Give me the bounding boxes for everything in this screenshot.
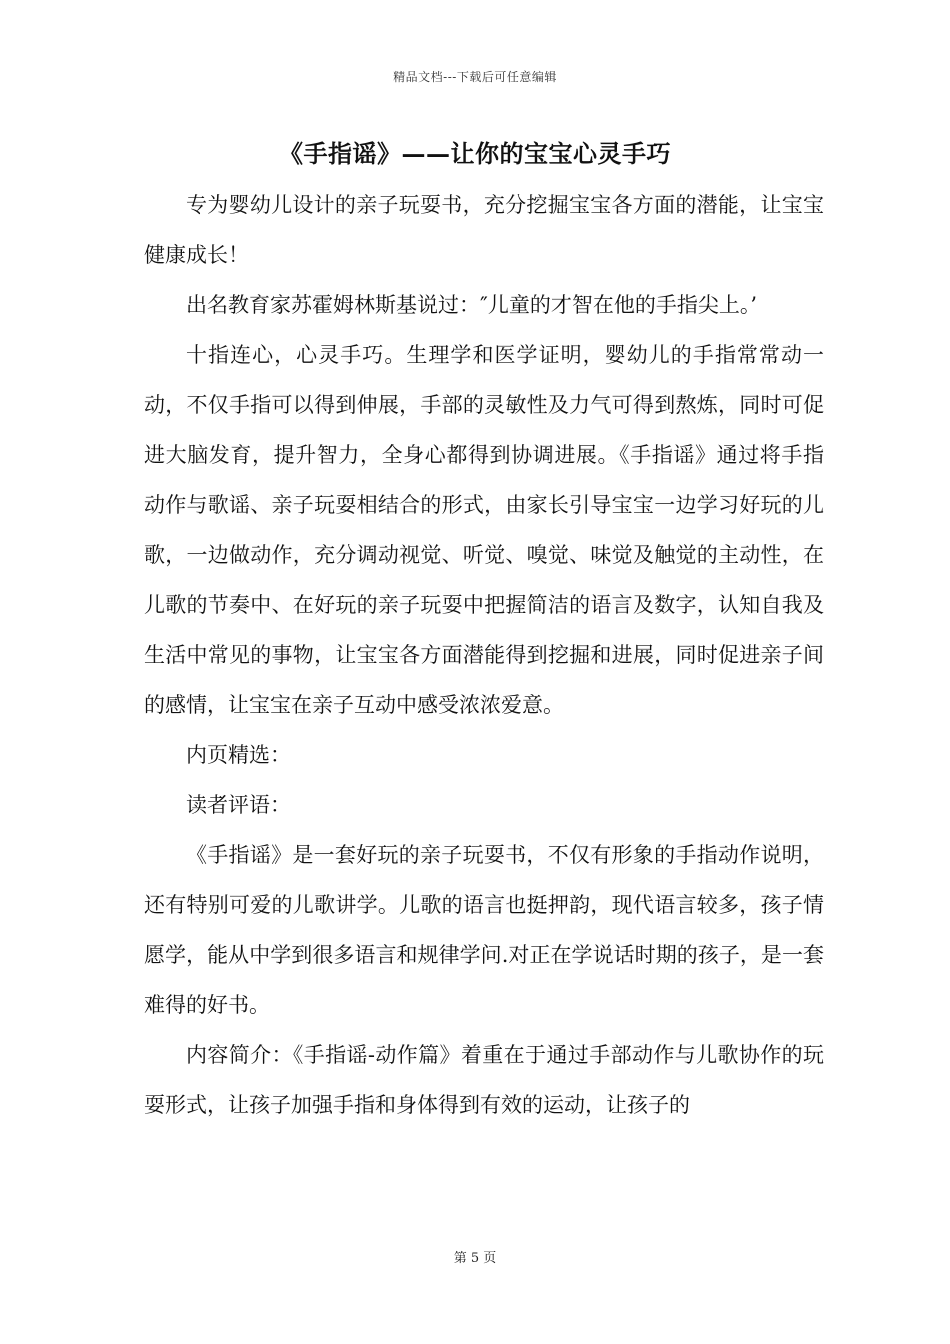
paragraph-description: 十指连心，心灵手巧。生理学和医学证明，婴幼儿的手指常常动一动，不仅手指可以得到伸展，手部的灵敏性及力气可得到熬炼，同时可促进大脑发育，提升智力，全身心都得到协调进展。《手指谣》通过将手指动作与歌谣、亲子玩耍相结合的形式，由家长引导宝宝一边学习好玩的儿歌，一边做动作，充分调动视觉、听觉、嗅觉、味觉及触觉的主动性，在儿歌的节奏中、在好玩的亲子玩耍中把握简洁的语言及数字，认知自我及生活中常见的事物，让宝宝各方面潜能得到挖掘和进展，同时促进亲子间的感情，让宝宝在亲子互动中感受浓浓爱意。 xyxy=(144,343,824,717)
document-title: 《手指谣》——让你的宝宝心灵手巧 xyxy=(279,139,671,168)
page-number: 第 5 页 xyxy=(453,1251,497,1266)
document-body xyxy=(144,180,824,1130)
page-header: 精品文档---下载后可任意编辑 xyxy=(393,70,557,84)
paragraph-reader-review: 《手指谣》是一套好玩的亲子玩耍书，不仅有形象的手指动作说明，还有特别可爱的儿歌讲学。儿歌的语言也挺押韵，现代语言较多，孩子情愿学，能从中学到很多语言和规律学问.对正在学说话时期的孩子，是一套难得的好书。 xyxy=(144,843,824,1017)
paragraph-content-summary: 内容简介：《手指谣-动作篇》着重在于通过手部动作与儿歌协作的玩耍形式，让孩子加强手指和身体得到有效的运动，让孩子的 xyxy=(144,1043,824,1117)
paragraph-quote: 出名教育家苏霍姆林斯基说过：″儿童的才智在他的手指尖上。’ xyxy=(186,293,758,317)
paragraph-reader-review-label: 读者评语： xyxy=(186,793,291,817)
paragraph-intro: 专为婴幼儿设计的亲子玩耍书，充分挖掘宝宝各方面的潜能，让宝宝健康成长！ xyxy=(144,193,824,267)
paragraph-inner-pages-label: 内页精选： xyxy=(186,743,291,767)
